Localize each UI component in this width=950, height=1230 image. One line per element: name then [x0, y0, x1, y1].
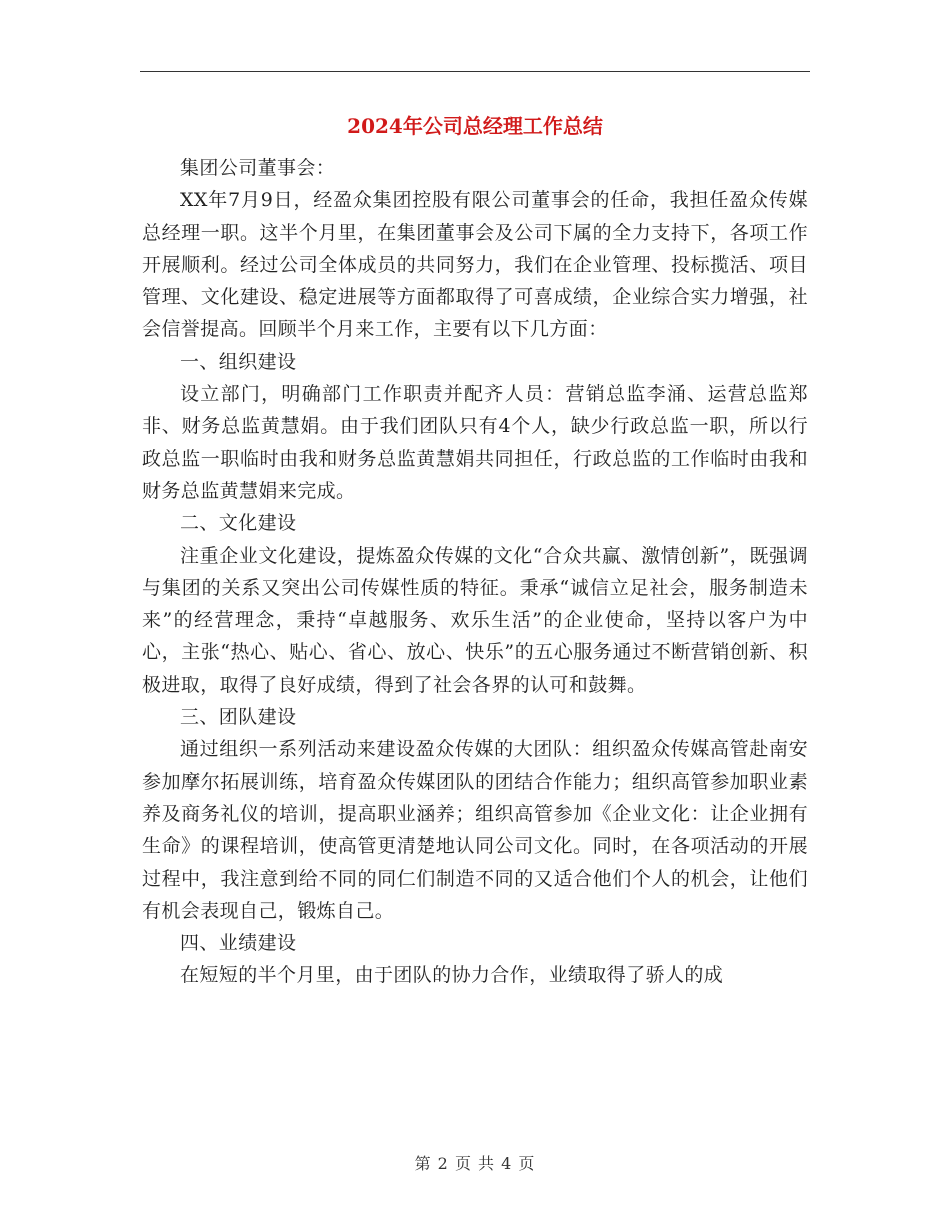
document-body: [142, 152, 808, 992]
performance-paragraph: 在短短的半个月里，由于团队的协力合作，业绩取得了骄人的成: [180, 964, 724, 987]
section-heading-organization: 一、组织建设: [180, 350, 297, 373]
section-heading-culture: 二、文化建设: [180, 512, 297, 535]
document-title: 2024年公司总经理工作总结: [347, 114, 603, 138]
culture-paragraph: 注重企业文化建设，提炼盈众传媒的文化“合众共赢、激情创新”，既强调与集团的关系又突出公司传媒性质的特征。秉承“诚信立足社会，服务制造未来”的经营理念，秉持“卓越服务、欢乐生活”的企业使命，坚持以客户为中心，主张“热心、贴心、省心、放心、快乐”的五心服务通过不断营销创新、积极进取，取得了良好成绩，得到了社会各界的认可和鼓舞。: [142, 544, 808, 696]
organization-paragraph: 设立部门，明确部门工作职责并配齐人员：营销总监李涌、运营总监郑非、财务总监黄慧娟。由于我们团队只有4个人，缺少行政总监一职，所以行政总监一职临时由我和财务总监黄慧娟共同担任，行政总监的工作临时由我和财务总监黄慧娟来完成。: [142, 383, 808, 502]
intro-paragraph: XX年7月9日，经盈众集团控股有限公司董事会的任命，我担任盈众传媒总经理一职。这半个月里，在集团董事会及公司下属的全力支持下，各项工作开展顺利。经过公司全体成员的共同努力，我们在企业管理、投标揽活、项目管理、文化建设、稳定进展等方面都取得了可喜成绩，企业综合实力增强，社会信誉提高。回顾半个月来工作，主要有以下几方面：: [142, 189, 808, 341]
section-heading-performance: 四、业绩建设: [180, 932, 297, 955]
salutation: 集团公司董事会：: [180, 157, 336, 179]
team-paragraph: 通过组织一系列活动来建设盈众传媒的大团队：组织盈众传媒高管赴南安参加摩尔拓展训练，培育盈众传媒团队的团结合作能力；组织高管参加职业素养及商务礼仪的培训，提高职业涵养；组织高管参加《企业文化：让企业拥有生命》的课程培训，使高管更清楚地认同公司文化。同时，在各项活动的开展过程中，我注意到给不同的同仁们制造不同的又适合他们个人的机会，让他们有机会表现自己，锻炼自己。: [142, 738, 808, 922]
page-number: 第 2 页 共 4 页: [414, 1154, 536, 1173]
section-heading-team: 三、团队建设: [180, 706, 297, 729]
header-rule: [140, 71, 810, 72]
